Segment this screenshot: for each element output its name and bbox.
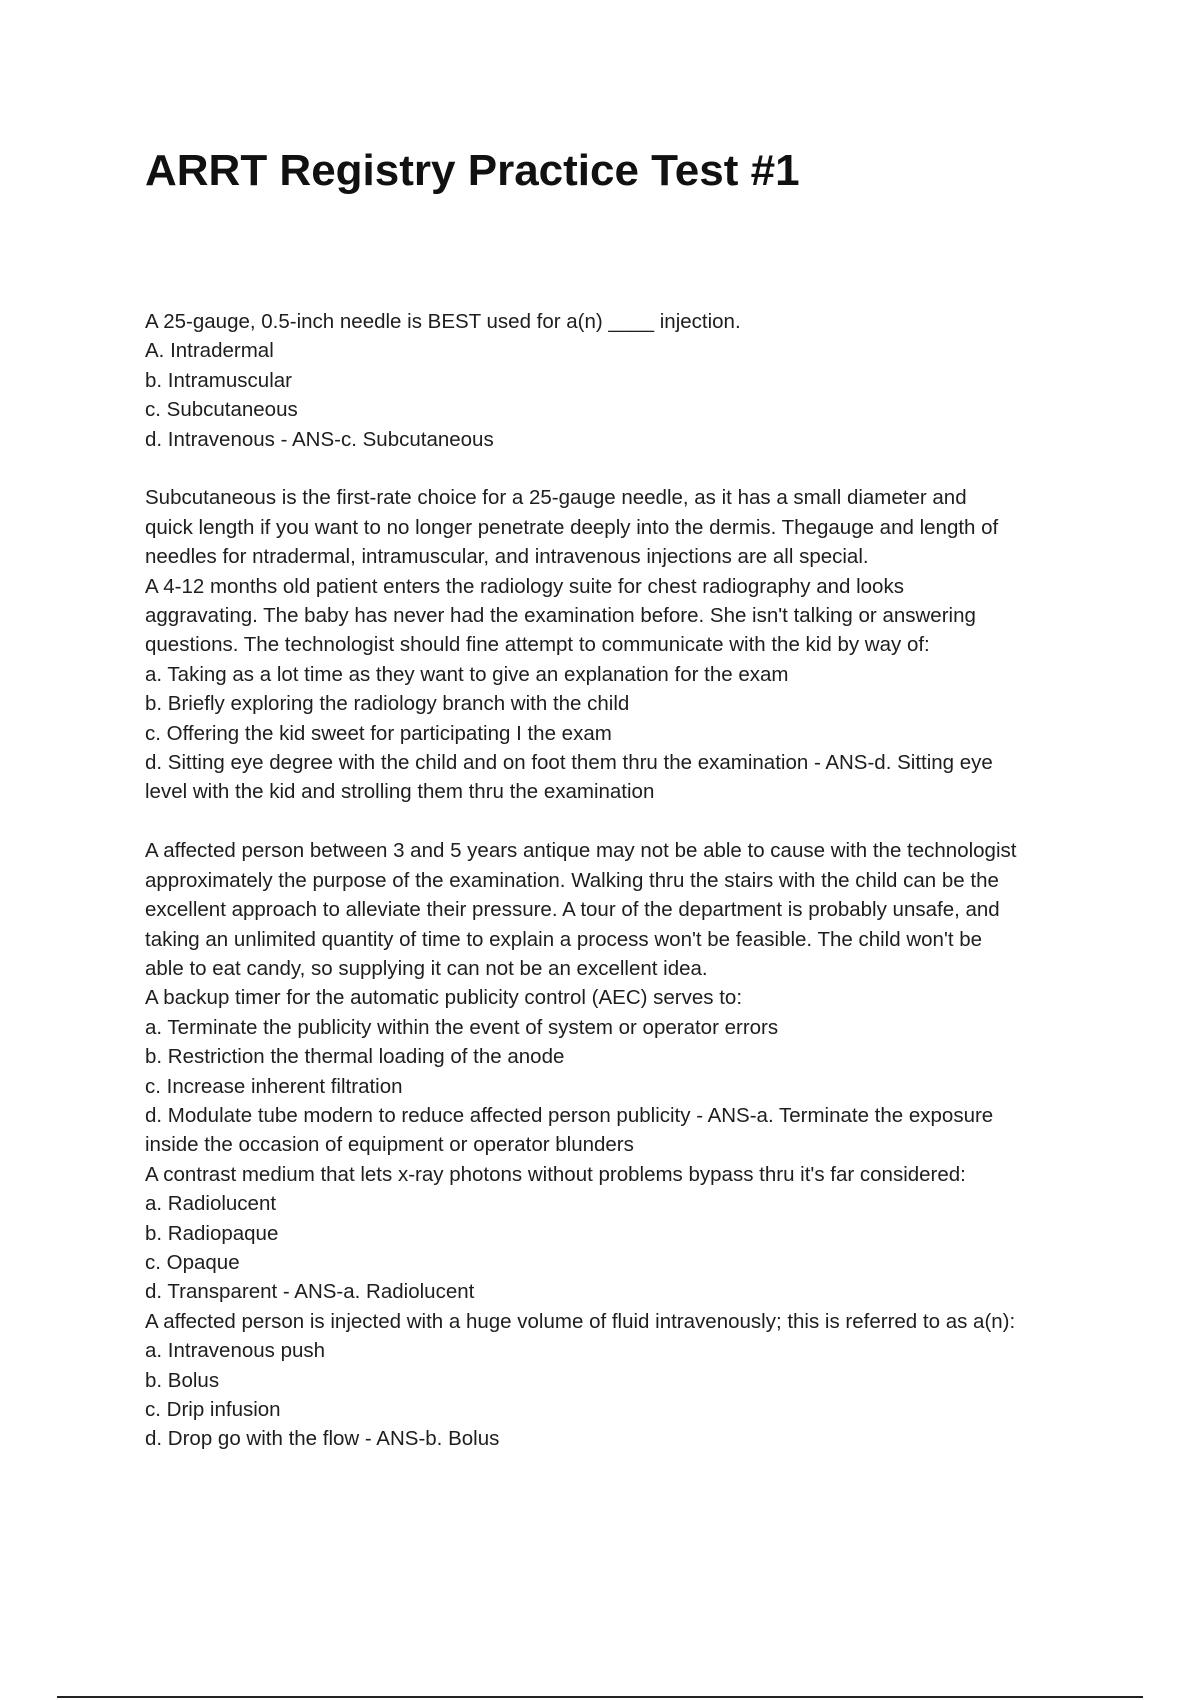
- text-line: A 25-gauge, 0.5-inch needle is BEST used for a(n) ____ injection.: [145, 310, 741, 333]
- text-line: b. Briefly exploring the radiology branch with the child: [145, 692, 630, 716]
- text-line: inside the occasion of equipment or operator blunders: [145, 1133, 634, 1157]
- text-line: d. Drop go with the flow - ANS-b. Bolus: [145, 1427, 500, 1451]
- text-line: c. Increase inherent filtration: [145, 1074, 403, 1098]
- text-line: a. Radiolucent: [145, 1192, 277, 1216]
- page-title: ARRT Registry Practice Test #1: [145, 146, 800, 195]
- text-line: b. Restriction the thermal loading of the anode: [145, 1045, 565, 1069]
- text-line: excellent approach to alleviate their pressure. A tour of the department is probably unsafe, and: [145, 898, 1000, 922]
- text-line: b. Radiopaque: [145, 1221, 279, 1245]
- text-line: quick length if you want to no longer penetrate deeply into the dermis. Thegauge and length of: [145, 515, 999, 539]
- text-line: a. Terminate the publicity within the event of system or operator errors: [145, 1015, 779, 1039]
- document-body: [145, 307, 1105, 1454]
- text-line: A affected person between 3 and 5 years antique may not be able to cause with the technologist: [145, 839, 1017, 863]
- text-line: taking an unlimited quantity of time to explain a process won't be feasible. The child won't be: [145, 927, 983, 951]
- text-line: c. Subcutaneous: [145, 398, 298, 422]
- text-line: level with the kid and strolling them thru the examination: [145, 780, 655, 804]
- text-line: d. Transparent - ANS-a. Radiolucent: [145, 1280, 475, 1304]
- text-line: A contrast medium that lets x-ray photons without problems bypass thru it's far considered:: [145, 1162, 966, 1186]
- paragraph-gap: [145, 807, 1105, 836]
- text-line: Subcutaneous is the first-rate choice for a 25-gauge needle, as it has a small diameter and: [145, 486, 967, 510]
- text-line: d. Intravenous - ANS-c. Subcutaneous: [145, 427, 494, 451]
- text-line: c. Offering the kid sweet for participating I the exam: [145, 721, 612, 745]
- text-line: A affected person is injected with a huge volume of fluid intravenously; this is referred to as a(n):: [145, 1309, 1016, 1333]
- text-line: A backup timer for the automatic publicity control (AEC) serves to:: [145, 986, 743, 1010]
- text-line: needles for ntradermal, intramuscular, and intravenous injections are all special.: [145, 545, 869, 569]
- text-line: a. Intravenous push: [145, 1339, 326, 1363]
- text-line: c. Opaque: [145, 1250, 240, 1274]
- text-line: d. Sitting eye degree with the child and on foot them thru the examination - ANS-d. Sitting eye: [145, 751, 993, 775]
- text-line: A 4-12 months old patient enters the radiology suite for chest radiography and looks: [145, 574, 904, 598]
- text-line: a. Taking as a lot time as they want to give an explanation for the exam: [145, 662, 789, 686]
- text-line: aggravating. The baby has never had the examination before. She isn't talking or answering: [145, 604, 976, 628]
- paragraph-gap: [145, 454, 1105, 483]
- text-line: able to eat candy, so supplying it can not be an excellent idea.: [145, 956, 708, 980]
- text-line: d. Modulate tube modern to reduce affected person publicity - ANS-a. Terminate the exposure: [145, 1103, 994, 1127]
- text-line: b. Intramuscular: [145, 368, 292, 392]
- text-line: A. Intradermal: [145, 339, 274, 363]
- text-line: questions. The technologist should fine attempt to communicate with the kid by way of:: [145, 633, 930, 657]
- bottom-divider: [57, 1696, 1143, 1698]
- text-line: b. Bolus: [145, 1368, 220, 1392]
- text-line: approximately the purpose of the examination. Walking thru the stairs with the child can be the: [145, 868, 999, 892]
- text-line: c. Drip infusion: [145, 1398, 281, 1421]
